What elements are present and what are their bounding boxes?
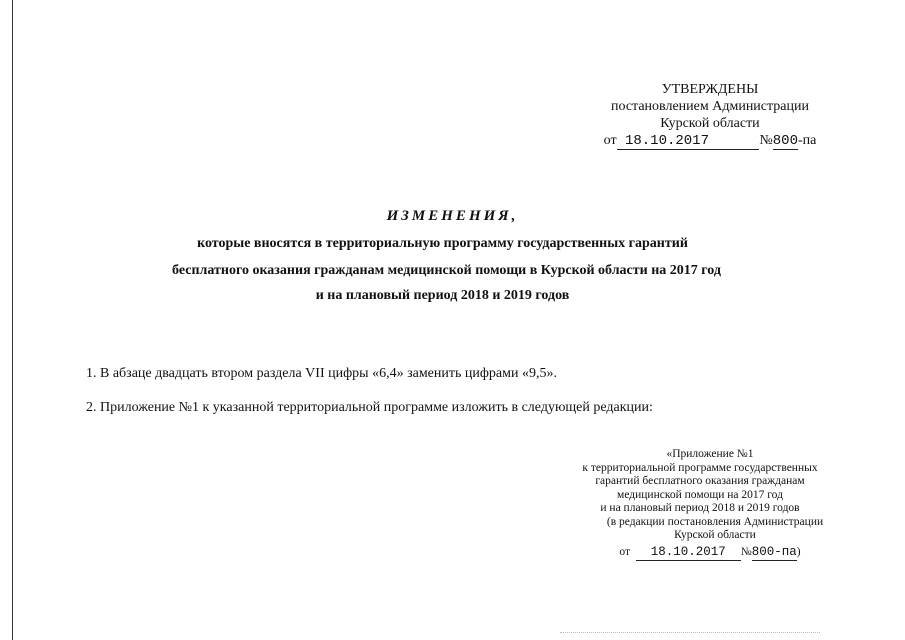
appendix-from-label: от: [619, 545, 630, 558]
document-subtitle-line-1: которые вносятся в территориальную программу государственных гарантий: [197, 236, 688, 251]
approval-block: [560, 81, 860, 150]
appendix-line-6: (в редакции постановления Администрации: [606, 515, 824, 528]
approval-line-3: Курской области: [660, 116, 760, 131]
paragraph-2: 2. Приложение №1 к указанной территориальной программе изложить в следующей редакции:: [86, 400, 653, 415]
appendix-line-2: к территориальной программе государственных: [582, 461, 818, 474]
bottom-scan-marks: [560, 630, 820, 633]
appendix-line-5: и на плановый период 2018 и 2019 годов: [600, 502, 800, 514]
appendix-line-4: медицинской помощи на 2017 год: [617, 488, 783, 501]
appendix-line-7: Курской области: [674, 529, 756, 541]
approval-number: 800: [772, 133, 798, 149]
approval-line-2: постановлением Администрации: [611, 99, 809, 114]
appendix-close: ): [796, 545, 801, 558]
approval-title: УТВЕРЖДЕНЫ: [661, 82, 759, 97]
appendix-date-line: [540, 545, 860, 561]
appendix-line-3: гарантий бесплатного оказания гражданам: [595, 475, 805, 487]
document-title: ИЗМЕНЕНИЯ,: [386, 208, 519, 224]
document-subtitle-line-2: бесплатного оказания гражданам медицинской помощи в Курской области на 2017 год: [172, 263, 721, 278]
appendix-date: 18.10.2017: [636, 545, 741, 561]
approval-from-label: от: [603, 133, 617, 148]
approval-number-label: №: [759, 133, 773, 148]
paragraph-1: 1. В абзаце двадцать втором раздела VII цифры «6,4» заменить цифрами «9,5».: [86, 366, 557, 381]
approval-date: 18.10.2017: [617, 134, 760, 150]
appendix-number: 800-па: [751, 544, 797, 559]
approval-date-line: [560, 132, 860, 150]
approval-suffix: -па: [797, 133, 817, 148]
appendix-block: [540, 448, 860, 561]
appendix-number-label: №: [740, 545, 752, 558]
document-subtitle-line-3: и на плановый период 2018 и 2019 годов: [315, 288, 570, 303]
page-edge-line: [12, 0, 13, 640]
appendix-line-1: «Приложение №1: [666, 448, 754, 460]
